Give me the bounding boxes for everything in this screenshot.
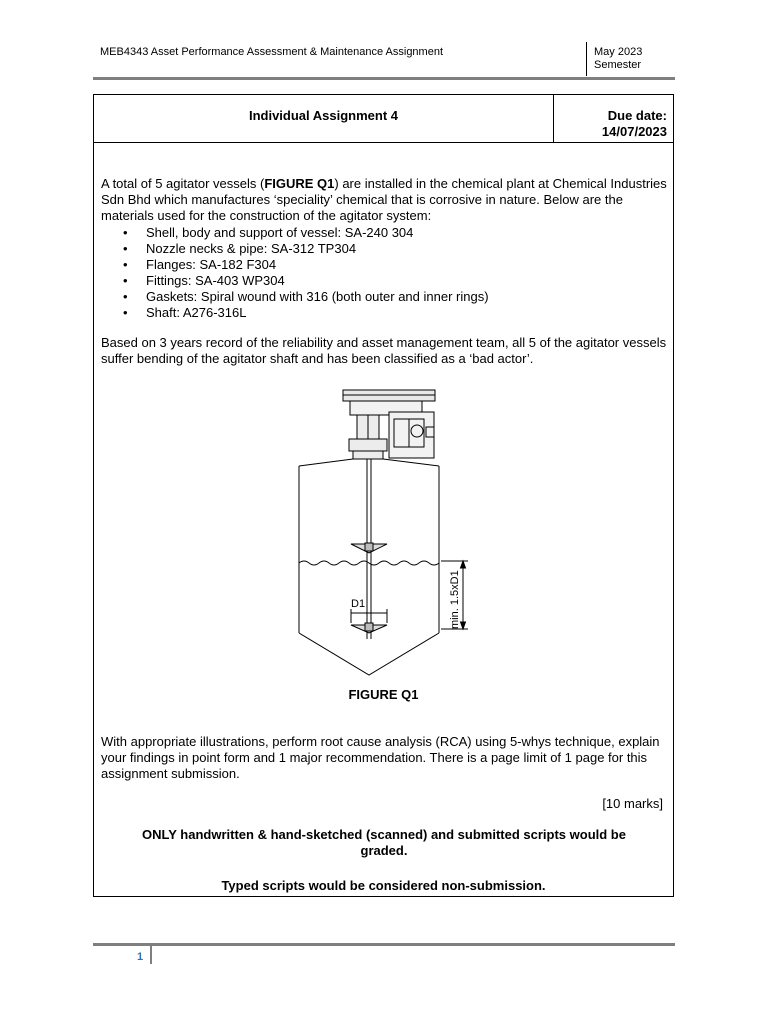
intro-part2: ) are installed in the chemical plant at Chemical Industries Sdn Bhd which manufactures ‘speciality’ chemical that is corrosive in nature. Below are the materials used for the construction of the agitator system: [101, 176, 667, 223]
materials-list [94, 225, 654, 321]
due-date-label: Due date: [607, 108, 667, 123]
list-item: • Shell, body and support of vessel: SA-240 304 [94, 225, 654, 241]
footer-rule [93, 943, 675, 946]
header-semester-line2: Semester [594, 59, 642, 71]
page-number-divider [150, 946, 152, 964]
figure-caption: FIGURE Q1 [348, 687, 419, 702]
d1-label: D1 [351, 598, 366, 610]
assignment-header-row [94, 95, 673, 143]
vessel-top-head [299, 459, 353, 466]
header-semester [594, 46, 642, 72]
list-item: • Fittings: SA-403 WP304 [94, 273, 654, 289]
header-rule [93, 77, 675, 80]
header-divider [586, 42, 587, 76]
assignment-title: Individual Assignment 4 [248, 108, 399, 123]
header-course-title: MEB4343 Asset Performance Assessment & Maintenance Assignment [100, 46, 444, 58]
figure-reference: FIGURE Q1 [264, 176, 335, 191]
agitator-vessel-diagram [291, 387, 471, 677]
header-cell-divider [553, 95, 554, 142]
due-date-value: 14/07/2023 [601, 124, 667, 139]
min-height-label: min. 1.5xD1 [449, 570, 461, 629]
typed-scripts-note: Typed scripts would be considered non-submission. [221, 878, 546, 893]
due-date-block [602, 108, 667, 140]
liquid-surface [299, 561, 439, 565]
task-paragraph: With appropriate illustrations, perform root cause analysis (RCA) using 5-whys technique, explain your findings in point form and 1 major recommendation. There is a page limit of 1 page for this assignment submission. [101, 734, 660, 781]
intro-part1: A total of 5 agitator vessels ( [101, 176, 265, 191]
handwritten-note: ONLY handwritten & hand-sketched (scanned) and submitted scripts would be graded. [142, 827, 626, 858]
list-item: • Flanges: SA-182 F304 [94, 257, 654, 273]
drive-flange [349, 439, 387, 451]
vessel-bottom-cone [299, 633, 439, 675]
assignment-box [93, 94, 674, 897]
header-semester-line1: May 2023 [594, 46, 643, 58]
list-item: • Gaskets: Spiral wound with 316 (both outer and inner rings) [94, 289, 654, 305]
page-number: 1 [137, 951, 144, 963]
intro-paragraph [101, 176, 667, 224]
list-item: • Nozzle necks & pipe: SA-312 TP304 [94, 241, 654, 257]
marks-allocation: [10 marks] [602, 796, 663, 811]
list-item: • Shaft: A276-316L [94, 305, 654, 321]
record-paragraph: Based on 3 years record of the reliability and asset management team, all 5 of the agitator vessels suffer bending of the agitator shaft and has been classified as a ‘bad actor’. [101, 335, 667, 366]
drive-base [353, 451, 383, 459]
